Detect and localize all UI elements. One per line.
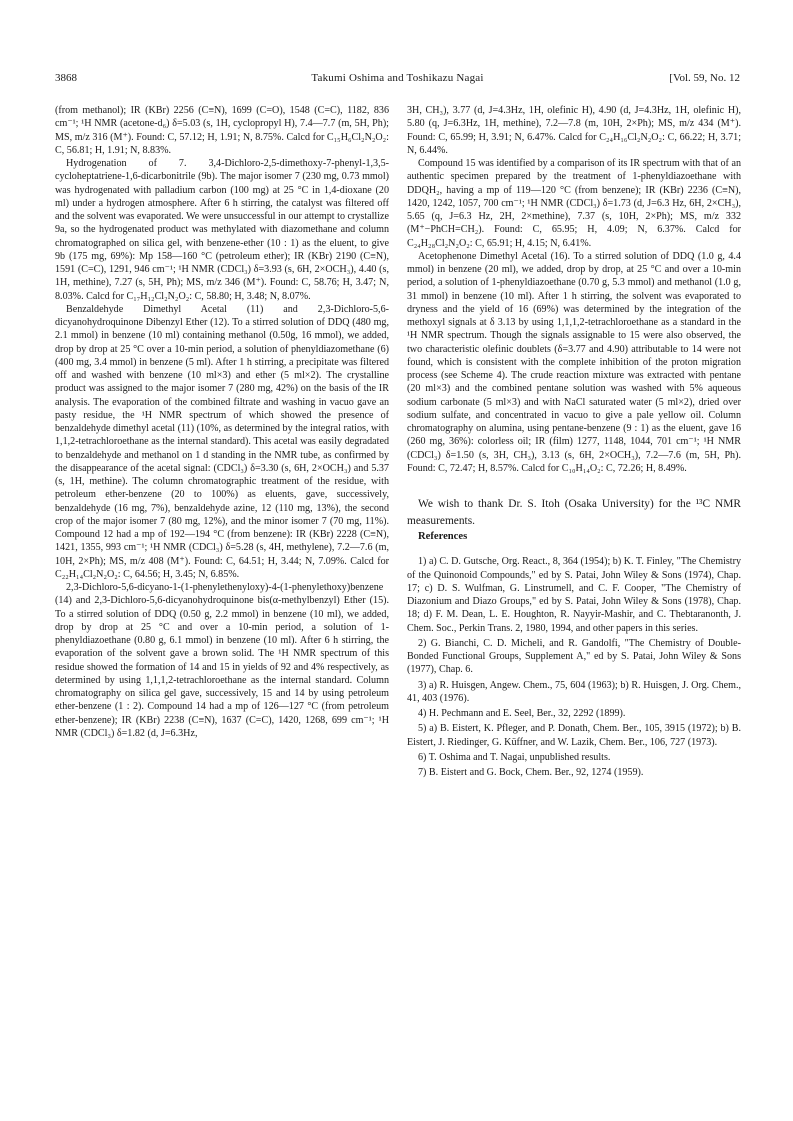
journal-volume: [Vol. 59, No. 12 [669, 72, 740, 84]
paragraph: Compound 15 was identified by a comparison of its IR spectrum with that of an authentic specimen prepared by the treatment of 1-phenyldiazoethane with DDQH₂, having a mp of 119—120 °C (from benzene); IR (KBr) 2236 (C≡N), 1420, 1242, 1057, 700 cm⁻¹; ¹H NMR (CDCl₃) δ=1.73 (d, J=6.3 Hz, 6H, 2×CH₃), 5.65 (q, J=6.3 Hz, 2H, 2×methine), 7.37 (s, 10H, 2×Ph); MS, m/z 332 (M⁺−PhCH=CH₂). Found: C, 65.95; H, 4.09; N, 6.37%. Calcd for C₂₄H₂₈Cl₂N₂O₂: C, 65.91; H, 4.15; N, 6.41%. [407, 158, 741, 249]
running-header [55, 72, 740, 88]
running-authors: Takumi Oshima and Toshikazu Nagai [311, 72, 484, 84]
reference-item: 6) T. Oshima and T. Nagai, unpublished results. [418, 751, 611, 763]
reference-item: 4) H. Pechmann and E. Seel, Ber., 32, 2292 (1899). [418, 708, 626, 719]
reference-item: 5) a) B. Eistert, K. Pfleger, and P. Donath, Chem. Ber., 105, 3915 (1972); b) B. Eistert, J. Riedinger, G. Küffner, and W. Lazik, Chem. Ber., 106, 727 (1973). [407, 723, 741, 748]
paragraph: Benzaldehyde Dimethyl Acetal (11) and 2,3-Dichloro-5,6-dicyanohydroquinone Dibenzyl Ether (12). To a stirred solution of DDQ (480 mg, 2.1 mmol) in benzene (10 ml) containing methanol (0.50g, 16 mmol), we added, drop by drop at 25 °C over a 10-min period, a solution of phenyldiazomethane (6) (400 mg, 3.4 mmol) in benzene (5 ml). After 1 h stirring, a precipitate was filtered off and washed with benzene (10 ml×3) and ether (5 ml×2). The crystalline product was assigned to the major isomer 7 (280 mg, 42%) on the basis of the IR analysis. The evaporation of the combined filtrate and washing in vacuo gave an pasty residue, the ¹H NMR spectrum of which showed the presence of benzaldehyde dimethyl acetal (11) (10%, as determined by the integral ratios, with 1,1,2-tetrachloroethane as the internal standard). This acetal was easily degradated to benzaldehyde and methanol on 1 d standing in the NMR tube, as confirmed by the disappearance of the acetal signal: (CDCl₃) δ=3.30 (s, 6H, 2×OCH₃) and 5.37 (s, 1H, methine). The column chromatographic treatment of the residue, with petroleum ether-benzene (20 to 100%) as eluents, gave, successively, benzaldehyde (16 mg, 7%), benzaldehyde azine, 12 (110 mg, 13%), the second crop of the major isomer 7 (80 mg, 12%), and the minor isomer 7 (70 mg, 11%). Compound 12 had a mp of 192—194 °C (from benzene): IR (KBr) 2228 (C≡N), 1421, 1355, 993 cm⁻¹; ¹H NMR (CDCl₃) δ=5.28 (s, 4H, methylene), 7.2—7.6 (m, 10H, 2×Ph); MS, m/z 408 (M⁺). Found: C, 64.51; H, 3.44; N, 7.09%. Calcd for C₂₂H₁₄Cl₂N₂O₂: C, 64.56; H, 3.45; N, 6.85%. [55, 303, 389, 580]
reference-item: 7) B. Eistert and G. Bock, Chem. Ber., 92, 1274 (1959). [418, 767, 644, 778]
reference-item: 3) a) R. Huisgen, Angew. Chem., 75, 604 (1963); b) R. Huisgen, J. Org. Chem., 41, 403 (1976). [407, 679, 741, 704]
page-number: 3868 [55, 72, 77, 84]
paragraph: (from methanol); IR (KBr) 2256 (C≡N), 1699 (C=O), 1548 (C=C), 1182, 836 cm⁻¹; ¹H NMR (acetone-d₆) δ=5.03 (s, 1H, cyclopropyl H), 7.4—7.7 (m, 5H, Ph); MS, m/z 316 (M⁺). Found: C, 57.12; H, 1.91; N, 8.75%. Calcd for C₁₅H₆Cl₂N₂O₂: C, 56.81; H, 1.91; N, 8.83%. [55, 105, 389, 156]
acknowledgement: We wish to thank Dr. S. Itoh (Osaka University) for the ¹³C NMR measurements. [407, 498, 741, 527]
paragraph: 3H, CH₃), 3.77 (d, J=4.3Hz, 1H, olefinic H), 4.90 (d, J=4.3Hz, 1H, olefinic H), 5.80 (q, J=6.3Hz, 1H, methine), 7.2—7.8 (m, 10H, 2×Ph); MS, m/z 434 (M⁺). Found: C, 65.99; H, 3.91; N, 6.47%. Calcd for C₂₄H₁₆Cl₂N₂O₂: C, 66.22; H, 3.71; N, 6.44%. [407, 105, 741, 156]
reference-item: 1) a) C. D. Gutsche, Org. React., 8, 364 (1954); b) K. T. Finley, "The Chemistry of the Quinonoid Compounds," ed by S. Patai, John Wiley & Sons (1974), Chap. 17; c) D. S. Wulfman, G. Linstrumell, and C. F. Cooper, "The Chemistry of Diazonium and Diazo Groups," ed by S. Patai, John Wiley & Sons (1978), Chap. 18; d) F. M. Dean, L. E. Houghton, R. Nayyir-Mashir, and C. Thebtaranonth, J. Chem. Soc., Perkin Trans. 2, 1980, 1994, and other papers in this series. [407, 556, 741, 634]
paragraph: Acetophenone Dimethyl Acetal (16). To a stirred solution of DDQ (1.0 g, 4.4 mmol) in benzene (20 ml), we added, drop by drop, at 25 °C and over a 10-min period, a solution of 1-phenyldiazoethane (0.70 g, 5.3 mmol) and methanol (1.0 g, 31 mmol) in benzene (10 ml). After 1 h stirring, the solvent was evaporated to dryness and the yield of 16 (69%) was determined by the integration of the methoxyl signals at δ 3.13 by using 1,1,1,2-tetrachloroethane as a standard in the ¹H NMR spectrum. Though the signals assignable to 15 were also observed, the two characteristic olefinic doublets (δ=3.77 and 4.90) attributable to 14 were not found, which is consistent with the complete inhibition of the proton migration process (see Scheme 4). The crude reaction mixture was extracted with pentane (20 ml×3) and the combined pentane solution was washed with 5% aqueous sodium carbonate (5 ml×3) and with NaCl saturated water (5 ml×2), dried over sodium sulfate, and concentrated in vacuo to give a pale yellow oil. Column chromatography on alumina, using pentane-benzene (9 : 1) as the eluent, gave 16 (260 mg, 36%): colorless oil; IR (film) 1277, 1148, 1044, 701 cm⁻¹; ¹H NMR (CDCl₃) δ=1.50 (s, 3H, CH₃), 3.13 (s, 6H, 2×OCH₃), 7.2—7.6 (m, 5H, Ph). Found: C, 72.47; H, 8.57%. Calcd for C₁₀H₁₄O₂: C, 72.26; H, 8.49%. [407, 250, 741, 474]
paragraph: Hydrogenation of 7. 3,4-Dichloro-2,5-dimethoxy-7-phenyl-1,3,5-cycloheptatriene-1,6-dicarbonitrile (9b). The major isomer 7 (230 mg, 0.73 mmol) was hydrogenated with palladium carbon (100 mg) at 25 °C in 1,4-dioxane (20 ml) under a hydrogen atmosphere. After 6 h stirring, the catalyst was filtered off and the solvent was evaporated. We were unsuccessful in our attempt to crystallize 9a, so the hydrogenated product was methylated with diazomethane and column chromatographed on silica gel, with benzene-ether (10 : 1) as the eluent, to give 9b (175 mg, 69%): Mp 158—160 °C (petroleum ether); IR (KBr) 2190 (C≡N), 1591 (C=C), 1291, 946 cm⁻¹; ¹H NMR (CDCl₃) δ=3.93 (s, 6H, 2×OCH₃), 4.40 (s, 1H, methine), 7.27 (s, 5H, Ph); MS, m/z 346 (M⁺). Found: C, 58.76; H, 3.47; N, 8.03%. Calcd for C₁₇H₁₂Cl₂N₂O₂: C, 58.80; H, 3.48; N, 8.07%. [55, 158, 389, 302]
reference-list [407, 555, 741, 779]
right-column [407, 104, 741, 781]
references-heading: References [418, 531, 468, 542]
left-column [55, 104, 389, 740]
reference-item: 2) G. Bianchi, C. D. Micheli, and R. Gandolfi, "The Chemistry of Double-Bonded Functional Groups, Supplement A," ed by S. Patai, John Wiley & Sons (1977), Chap. 6. [407, 637, 741, 676]
paragraph: 2,3-Dichloro-5,6-dicyano-1-(1-phenylethenyloxy)-4-(1-phenylethoxy)benzene (14) and 2,3-Dichloro-5,6-dicyanohydroquinone bis(α-methylbenzyl) Ether (15). To a stirred solution of DDQ (0.50 g, 2.2 mmol) in benzene (10 ml), we added, drop by drop at 25 °C and over a 10-min period, a solution of 1-phenyldiazoethane (0.80 g, 6.1 mmol) in benzene (10 ml). After 6 h stirring, the evaporation of the solvent gave a brown solid. The ¹H NMR spectrum of this residue showed the formation of 14 and 15 in yields of 92 and 4% respectively, as determined by using 1,1,1,2-tetrachloroethane as the internal standard. Column chromatography on silica gel gave, successively, 15 and 14 by using petroleum ether-benzene (1 : 2). Compound 14 had a mp of 126—127 °C (from petroleum ether-benzene); IR (KBr) 2238 (C≡N), 1637 (C=C), 1420, 1268, 699 cm⁻¹; ¹H NMR (CDCl₃) δ=1.82 (d, J=6.3Hz, [55, 582, 389, 739]
